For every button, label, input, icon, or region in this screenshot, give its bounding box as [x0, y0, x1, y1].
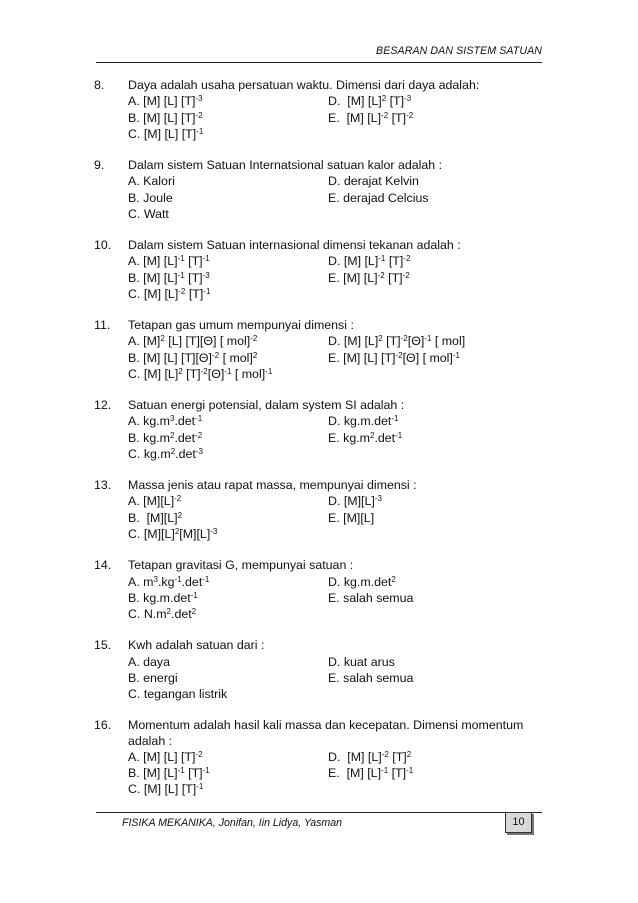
answer-option: C. [M] $[L]^{-2}$ $[T]^{-1}$ [128, 286, 211, 301]
answer-option: D. [M] $[L]^2$ $[T]^{-2}[\Theta]^{-1}$ [ mol] [328, 334, 466, 349]
question-item [94, 478, 546, 542]
answer-option: A. [M] [L] $[T]^{-3}$ [128, 94, 203, 109]
answer-option: E. [M] $[L]^{-2}$ $[T]^{-2}$ [328, 270, 410, 285]
question-text: Tetapan gravitasi G, mempunyai satuan : [128, 558, 354, 573]
question-item [94, 78, 546, 142]
answer-option: B. energi [128, 670, 178, 685]
question-item [94, 718, 546, 797]
answer-option: E. salah semua [328, 590, 414, 605]
question-text: Kwh adalah satuan dari : [128, 638, 265, 653]
question-item [94, 318, 546, 382]
answer-option: D. $[M][L]^{-3}$ [328, 494, 382, 509]
question-number: 9. [94, 158, 105, 173]
answer-option: C. [M] [L] $[T]^{-1}$ [128, 126, 204, 141]
question-item [94, 158, 546, 222]
answer-option: E. [M] $[L]^{-2}$ $[T]^{-2}$ [328, 110, 414, 125]
question-number: 12. [94, 398, 112, 413]
question-number: 16. [94, 718, 112, 733]
question-text: Tetapan gas umum mempunyai dimensi : [128, 318, 354, 333]
answer-option: D. [M] $[L]^2$ $[T]^{-3}$ [328, 94, 412, 109]
answer-options [128, 173, 546, 222]
running-header: BESARAN DAN SISTEM SATUAN [376, 45, 542, 57]
answer-option: D. derajat Kelvin [328, 174, 419, 189]
question-text: Massa jenis atau rapat massa, mempunyai dimensi : [128, 478, 417, 493]
answer-option: C. $[M][L]^2[M][L]^{-3}$ [128, 526, 218, 541]
question-item [94, 398, 546, 462]
header-divider [96, 62, 542, 63]
answer-option: A. $[M]^2$ [L] [T][Θ] [ mol]$^{-2}$ [128, 334, 258, 349]
answer-option: E. [M] $[L]^{-1}$ $[T]^{-1}$ [328, 766, 414, 781]
answer-option: E. salah semua [328, 670, 414, 685]
question-item [94, 238, 546, 302]
page-number: 10 [505, 812, 532, 833]
footer-credits: FISIKA MEKANIKA, Jonifan, Iin Lidya, Yasman [122, 817, 343, 829]
footer-divider [96, 812, 542, 813]
answer-option: A. [M] $[L]^{-1}$ $[T]^{-1}$ [128, 254, 210, 269]
answer-option: E. derajad Celcius [328, 190, 429, 205]
answer-option: A. daya [128, 654, 171, 669]
question-number: 13. [94, 478, 112, 493]
answer-option: E. [M][L] [328, 510, 375, 525]
answer-option: D. [M] $[L]^{-2}$ $[T]^2$ [328, 749, 412, 764]
answer-option: D. $kg.m.\det^{-1}$ [328, 414, 399, 429]
answer-options [128, 253, 546, 302]
answer-option: E. [M] [L] $[T]^{-2}[\Theta]$ [ mol]$^{-1}$ [328, 350, 460, 365]
question-item [94, 558, 546, 622]
question-number: 10. [94, 238, 112, 253]
answer-option: A. $kg.m^3.\det^{-1}$ [128, 414, 203, 429]
question-number: 14. [94, 558, 112, 573]
answer-option: C. $N.m^2.\det^2$ [128, 606, 197, 621]
answer-options [128, 654, 546, 703]
answer-options [128, 93, 546, 142]
answer-option: B. $kg.m^2.\det^{-2}$ [128, 430, 203, 445]
answer-options [128, 333, 546, 382]
question-number: 11. [94, 318, 111, 333]
answer-option: B. [M] $[L]^{-1}$ $[T]^{-3}$ [128, 270, 210, 285]
answer-option: E. $kg.m^2.\det^{-1}$ [328, 430, 403, 445]
answer-option: A. Kalori [128, 174, 175, 189]
answer-option: C. tegangan listrik [128, 686, 228, 701]
question-number: 8. [94, 78, 105, 92]
answer-option: D. $kg.m.\det^2$ [328, 574, 396, 589]
answer-option: C. [M] [L] $[T]^{-1}$ [128, 782, 204, 797]
answer-option: C. $kg.m^2.\det^{-3}$ [128, 446, 203, 461]
answer-option: C. Watt [128, 206, 169, 221]
answer-option: B. [M] $[L]^{-1}$ $[T]^{-1}$ [128, 766, 210, 781]
question-list [94, 78, 546, 814]
question-text: Dalam sistem Satuan internasional dimensi tekanan adalah : [128, 238, 461, 253]
answer-options [128, 493, 546, 542]
question-text: Momentum adalah hasil kali massa dan kecepatan. Dimensi momentum adalah : [128, 718, 524, 748]
answer-option: B. [M] [L] $[T][\Theta]^{-2}$ [ mol]$^2$ [128, 350, 258, 365]
answer-option: D. [M] $[L]^{-1}$ $[T]^{-2}$ [328, 254, 411, 269]
answer-option: C. [M] $[L]^2$ $[T]^{-2}[\Theta]^{-1}$ [ mol]$^{-1}$ [128, 366, 273, 381]
question-text: Daya adalah usaha persatuan waktu. Dimensi dari daya adalah: [128, 78, 480, 92]
answer-option: B. Joule [128, 190, 173, 205]
answer-option: B. $kg.m.\det^{-1}$ [128, 590, 198, 605]
answer-option: D. kuat arus [328, 654, 395, 669]
question-number: 15. [94, 638, 112, 653]
answer-option: B. [M] [L] $[T]^{-2}$ [128, 110, 203, 125]
answer-option: B. $[M][L]^2$ [128, 510, 183, 525]
answer-option: A. $m^3.kg^{-1}.\det^{-1}$ [128, 574, 210, 589]
answer-options [128, 413, 546, 462]
question-item [94, 638, 546, 702]
answer-options [128, 574, 546, 623]
question-text: Satuan energi potensial, dalam system SI adalah : [128, 398, 405, 413]
answer-options [128, 749, 546, 798]
answer-option: A. [M] [L] $[T]^{-2}$ [128, 749, 203, 764]
answer-option: A. $[M][L]^{-2}$ [128, 494, 182, 509]
question-text: Dalam sistem Satuan Internatsional satuan kalor adalah : [128, 158, 443, 173]
